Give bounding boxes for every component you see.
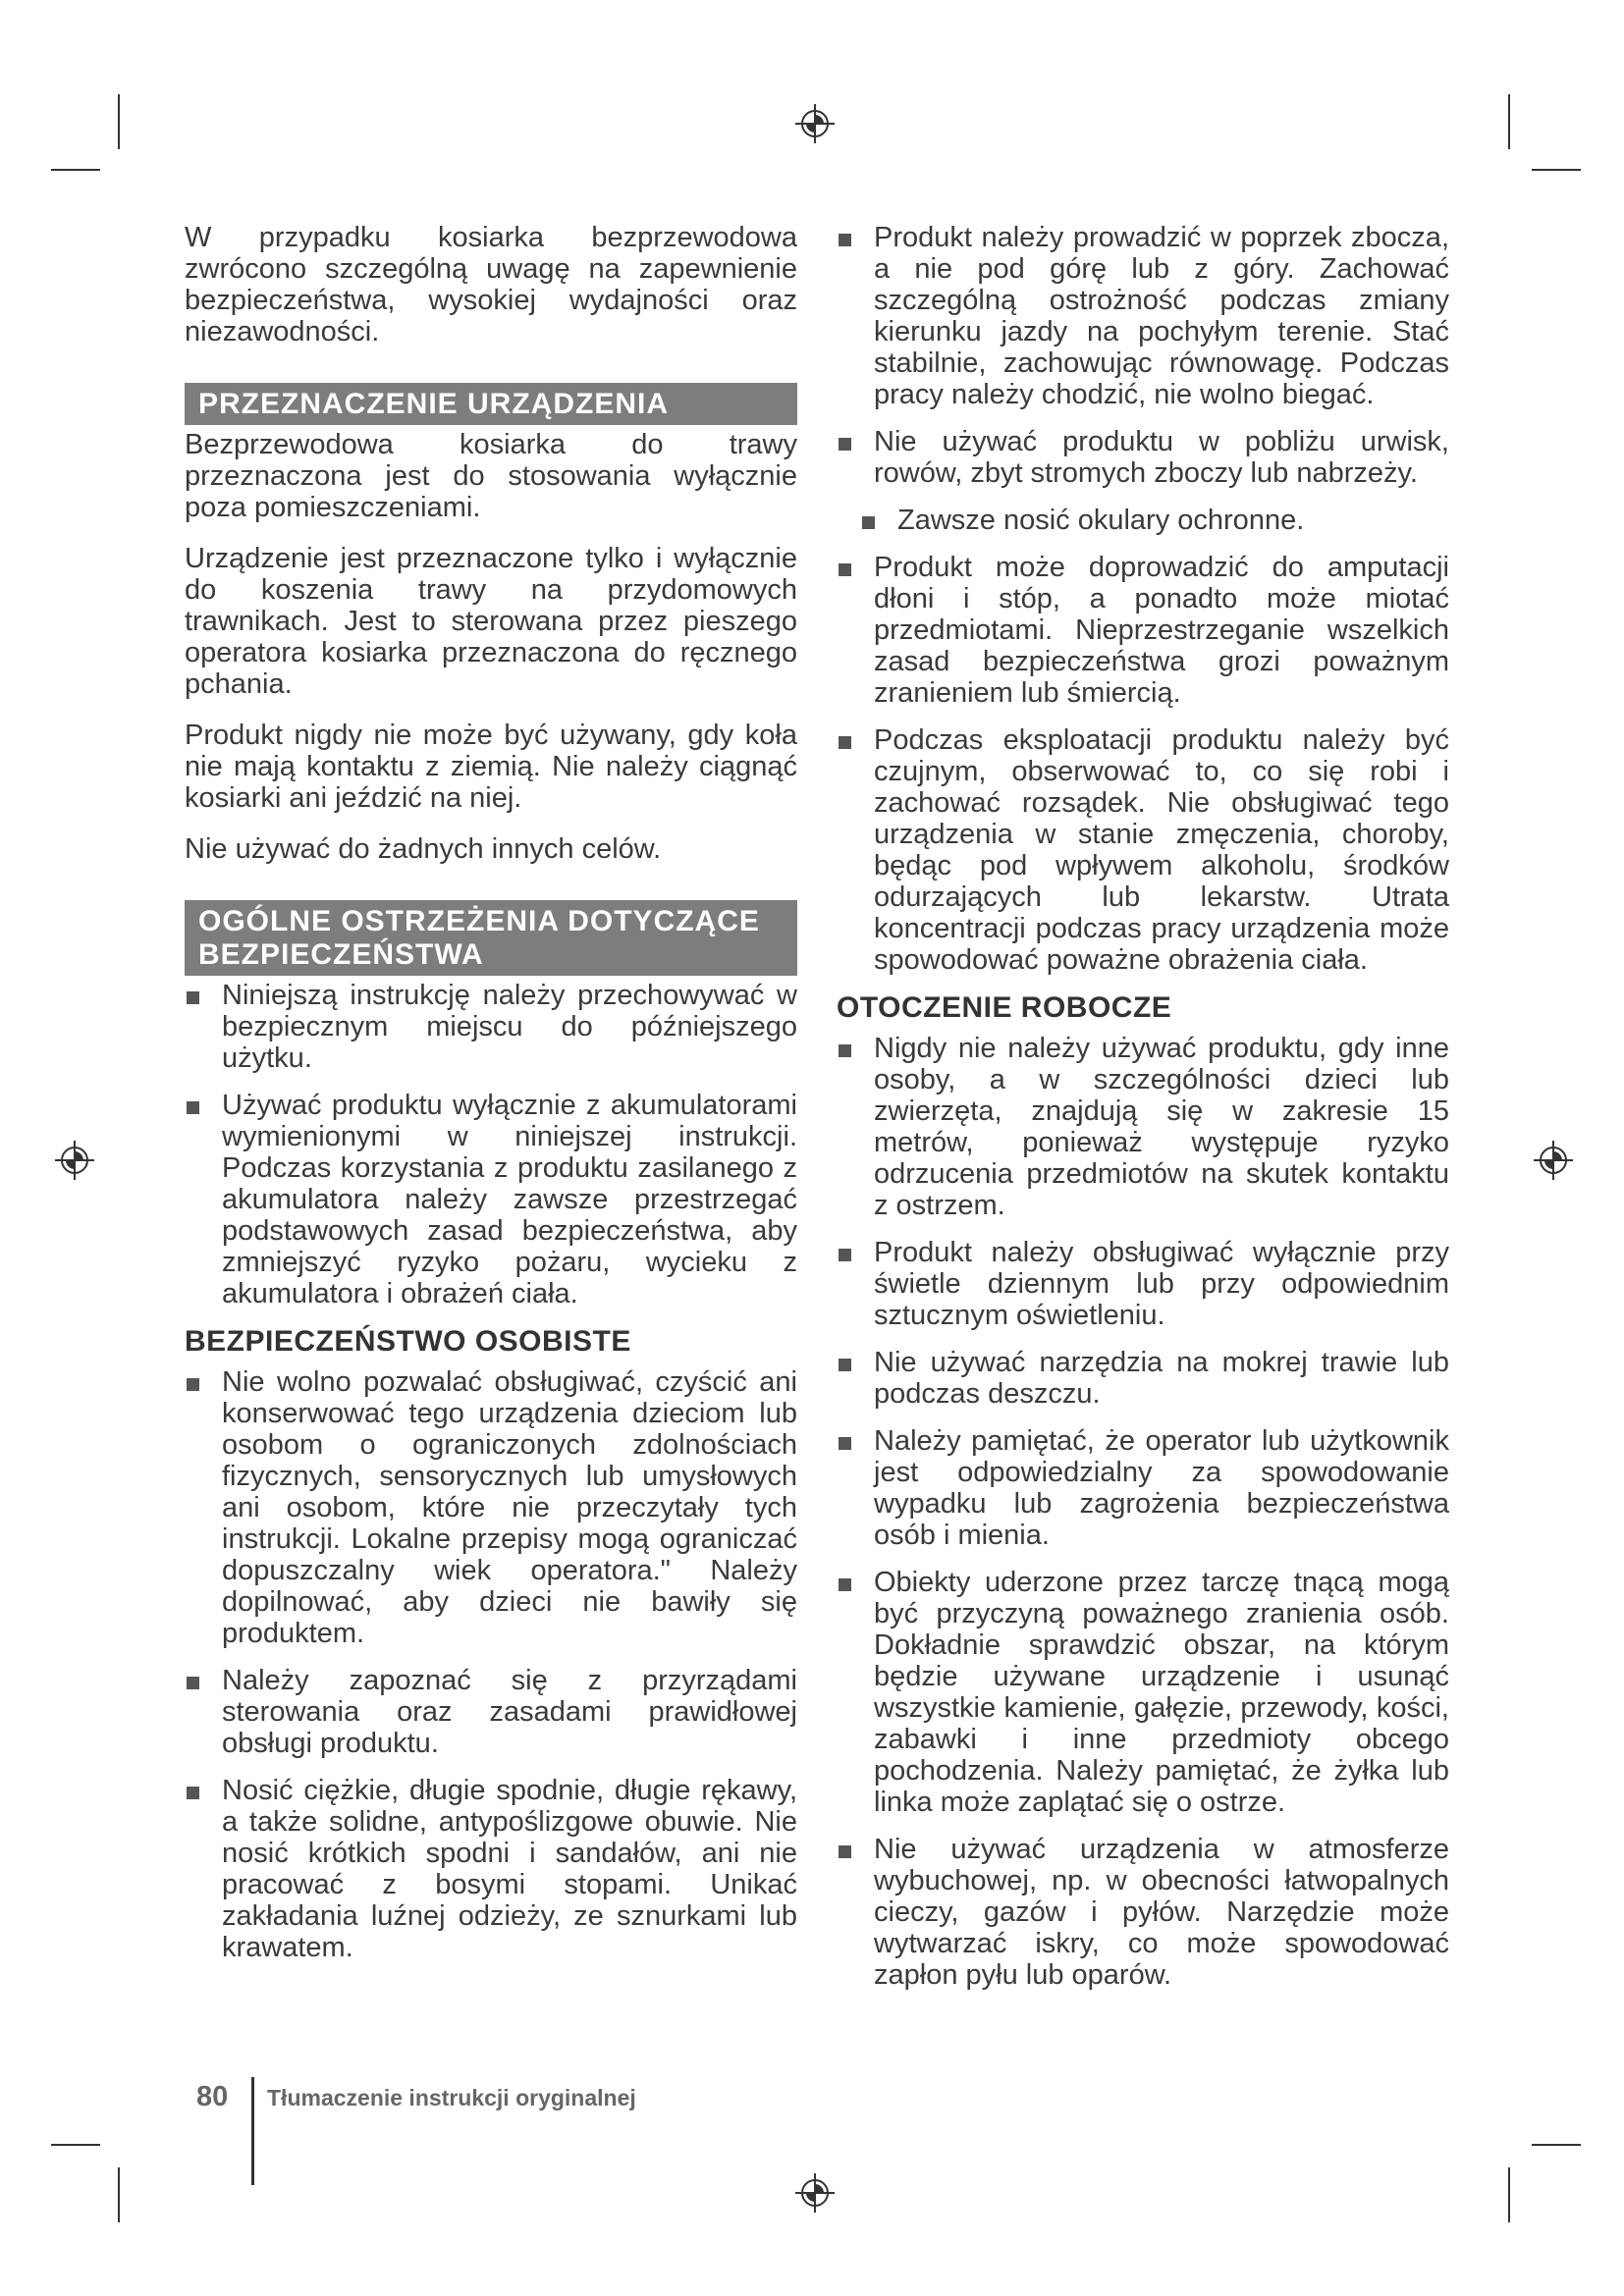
crop-mark-bottom-left-vertical	[118, 2167, 120, 2222]
list-item: Niniejszą instrukcję należy przechowywać w bezpiecznym miejscu do późniejszego użytku.	[185, 980, 797, 1074]
registration-mark-bottom-icon	[793, 2171, 837, 2215]
intro-paragraph: W przypadku kosiarka bezprzewodowa zwrócono szczególną uwagę na zapewnienie bezpieczeństwa, wysokiej wydajności oraz niezawodności.	[185, 222, 797, 347]
square-bullet-icon	[187, 991, 199, 1004]
square-bullet-icon	[187, 1787, 199, 1799]
crop-mark-top-left-vertical	[118, 94, 120, 149]
list-item: Produkt należy obsługiwać wyłącznie przy świetle dziennym lub przy odpowiednim sztucznym oświetleniu.	[837, 1237, 1449, 1331]
page-number: 80	[196, 2081, 229, 2112]
square-bullet-icon	[839, 438, 851, 451]
intended-use-paragraph: Urządzenie jest przeznaczone tylko i wyłącznie do koszenia trawy na przydomowych trawnikach. Jest to sterowana przez pieszego operatora kosiarka przeznaczona do ręcznego pchania.	[185, 543, 797, 700]
footer-text: Tłumaczenie instrukcji oryginalnej	[267, 2085, 636, 2110]
intended-use-paragraph: Bezprzewodowa kosiarka do trawy przeznaczona jest do stosowania wyłącznie poza pomieszczeniami.	[185, 429, 797, 523]
general-safety-list	[185, 980, 797, 1309]
list-item: Nie używać urządzenia w atmosferze wybuchowej, np. w obecności łatwopalnych cieczy, gazów i pyłów. Narzędzie może wytwarzać iskry, co może spowodować zapłon pyłu lub oparów.	[837, 1834, 1449, 1991]
list-item: Obiekty uderzone przez tarczę tnącą mogą być przyczyną poważnego zranienia osób. Dokładnie sprawdzić obszar, na którym będzie używane urządzenie i usunąć wszystkie kamienie, gałęzie, przewody, kości, zabawki i inne przedmioty obcego pochodzenia. Należy pamiętać, że żyłka lub linka może zaplątać się o ostrze.	[837, 1567, 1449, 1818]
work-area-list	[837, 1033, 1449, 1991]
list-item: Należy zapoznać się z przyrządami sterowania oraz zasadami prawidłowej obsługi produktu.	[185, 1665, 797, 1759]
square-bullet-icon	[187, 1101, 199, 1114]
section-heading-general-safety: OGÓLNE OSTRZEŻENIA DOTYCZĄCE BEZPIECZEŃSTWA	[185, 900, 797, 976]
crop-mark-top-right-horizontal	[1532, 169, 1581, 171]
list-item: Nie używać produktu w pobliżu urwisk, rowów, zbyt stromych zboczy lub nabrzeży.	[837, 426, 1449, 489]
square-bullet-icon	[187, 1677, 199, 1689]
list-item: Używać produktu wyłącznie z akumulatorami wymienionymi w niniejszej instrukcji. Podczas korzystania z produktu zasilanego z akumulatora należy zawsze przestrzegać podstawowych zasad bezpieczeństwa, aby zmniejszyć ryzyko pożaru, wycieku z akumulatora i obrażeń ciała.	[185, 1090, 797, 1309]
footer-divider	[251, 2077, 254, 2185]
personal-safety-list-continued	[837, 222, 1449, 976]
list-item-indented: Zawsze nosić okulary ochronne.	[837, 505, 1449, 536]
list-item: Należy pamiętać, że operator lub użytkownik jest odpowiedzialny za spowodowanie wypadku lub zagrożenia bezpieczeństwa osób i mienia.	[837, 1425, 1449, 1551]
list-item: Produkt należy prowadzić w poprzek zbocza, a nie pod górę lub z góry. Zachować szczególną ostrożność podczas zmiany kierunku jazdy na pochyłym terenie. Stać stabilnie, zachowując równowagę. Podczas pracy należy chodzić, nie wolno biegać.	[837, 222, 1449, 410]
list-item: Nigdy nie należy używać produktu, gdy inne osoby, a w szczególności dzieci lub zwierzęta, znajdują się w zakresie 15 metrów, ponieważ występuje ryzyko odrzucenia przedmiotów na skutek kontaktu z ostrzem.	[837, 1033, 1449, 1221]
crop-mark-bottom-right-horizontal	[1532, 2144, 1581, 2146]
crop-mark-top-right-vertical	[1508, 94, 1510, 149]
list-item: Nie wolno pozwalać obsługiwać, czyścić ani konserwować tego urządzenia dzieciom lub osobom o ograniczonych zdolnościach fizycznych, sensorycznych lub umysłowych ani osobom, które nie przeczytały tych instrukcji. Lokalne przepisy mogą ograniczać dopuszczalny wiek operatora." Należy dopilnować, aby dzieci nie bawiły się produktem.	[185, 1366, 797, 1649]
list-item: Produkt może doprowadzić do amputacji dłoni i stóp, a ponadto może miotać przedmiotami. Nieprzestrzeganie wszelkich zasad bezpieczeństwa grozi poważnym zranieniem lub śmiercią.	[837, 552, 1449, 709]
square-bullet-icon	[839, 1845, 851, 1858]
square-bullet-icon	[839, 1249, 851, 1261]
registration-mark-right-icon	[1532, 1139, 1575, 1182]
section-heading-intended-use: PRZEZNACZENIE URZĄDZENIA	[185, 383, 797, 425]
intended-use-paragraph: Nie używać do żadnych innych celów.	[185, 833, 662, 865]
crop-mark-top-left-horizontal	[51, 169, 100, 171]
personal-safety-list	[185, 1366, 797, 1963]
square-bullet-icon	[839, 1044, 851, 1057]
right-column	[837, 222, 1449, 2006]
list-item: Nosić ciężkie, długie spodnie, długie rękawy, a także solidne, antypoślizgowe obuwie. Nie nosić krótkich spodni i sandałów, ani nie pracować z bosymi stopami. Unikać zakładania luźnej odzieży, ze sznurkami lub krawatem.	[185, 1775, 797, 1963]
crop-mark-bottom-right-vertical	[1508, 2167, 1510, 2222]
square-bullet-icon	[839, 234, 851, 246]
square-bullet-icon	[839, 736, 851, 749]
square-bullet-icon	[839, 563, 851, 576]
list-item: Nie używać narzędzia na mokrej trawie lub podczas deszczu.	[837, 1347, 1449, 1410]
square-bullet-icon	[187, 1378, 199, 1391]
left-column	[185, 222, 797, 1979]
registration-mark-left-icon	[53, 1139, 96, 1182]
registration-mark-top-icon	[793, 102, 837, 145]
section-heading-personal-safety: BEZPIECZEŃSTWO OSOBISTE	[185, 1325, 631, 1358]
square-bullet-icon	[839, 1578, 851, 1591]
list-item: Podczas eksploatacji produktu należy być czujnym, obserwować to, co się robi i zachować rozsądek. Nie obsługiwać tego urządzenia w stanie zmęczenia, choroby, będąc pod wpływem alkoholu, środków odurzających lub lekarstw. Utrata koncentracji podczas pracy urządzenia może spowodować poważne obrażenia ciała.	[837, 724, 1449, 976]
square-bullet-icon	[839, 1359, 851, 1371]
square-bullet-icon	[839, 1437, 851, 1450]
crop-mark-bottom-left-horizontal	[51, 2144, 100, 2146]
section-heading-work-area: OTOCZENIE ROBOCZE	[837, 991, 1172, 1024]
square-bullet-icon	[862, 516, 875, 529]
intended-use-paragraph: Produkt nigdy nie może być używany, gdy koła nie mają kontaktu z ziemią. Nie należy ciągnąć kosiarki ani jeździć na niej.	[185, 720, 797, 814]
